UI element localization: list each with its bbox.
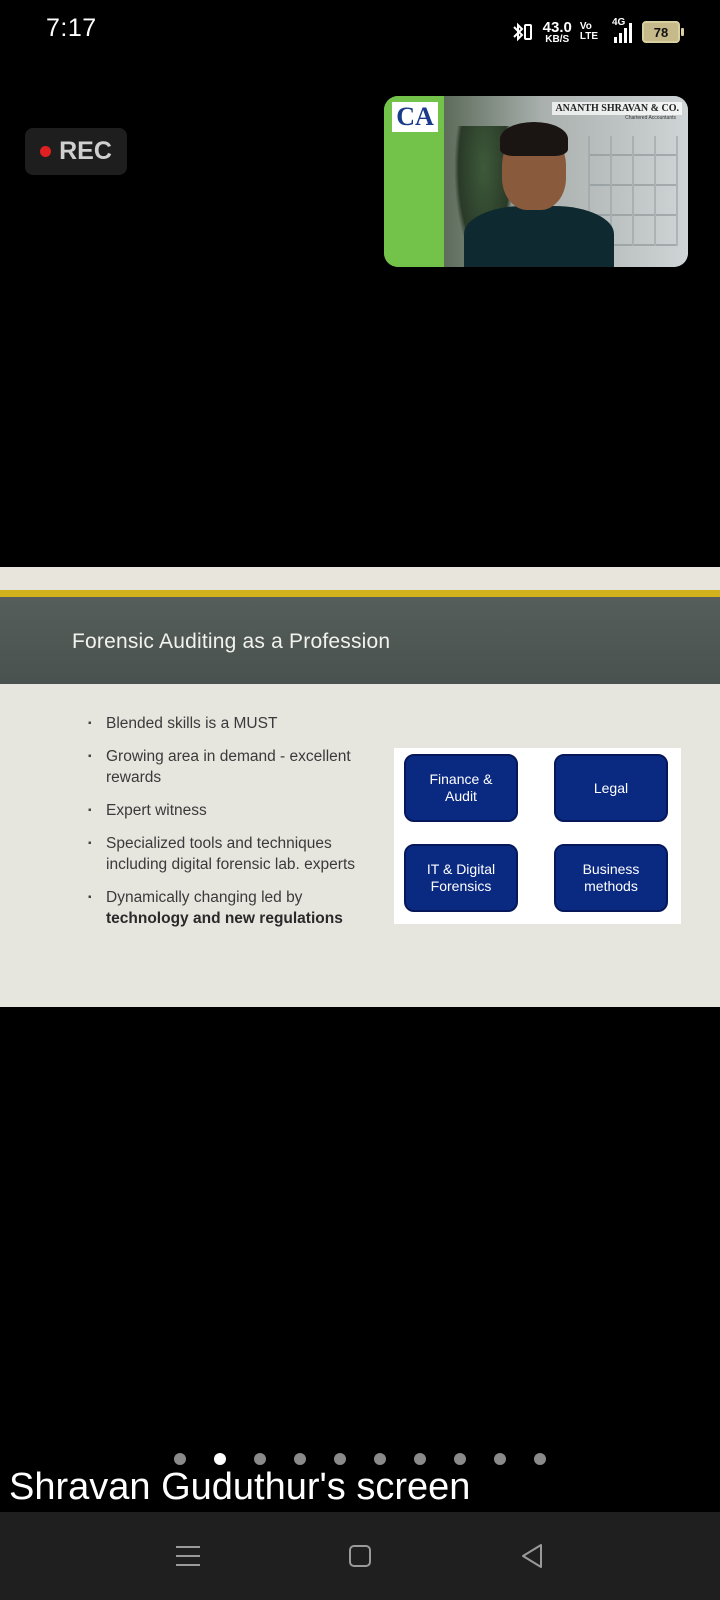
back-button[interactable] xyxy=(492,1512,572,1600)
volte-bottom: LTE xyxy=(579,31,598,42)
volte-top: Vo xyxy=(579,20,592,32)
bullet-item xyxy=(88,746,368,788)
recording-badge xyxy=(25,128,127,175)
slide-top-band xyxy=(0,567,720,590)
status-bar xyxy=(0,0,720,64)
shared-screen-label: Shravan Guduthur's screen xyxy=(9,1466,471,1508)
firm-subtitle: Chartered Accountants xyxy=(625,115,676,121)
record-dot-icon xyxy=(40,146,51,157)
volte-indicator xyxy=(580,22,598,43)
back-icon xyxy=(520,1543,544,1569)
bullet-item xyxy=(88,833,368,875)
box-it-digital-forensics: IT & Digital Forensics xyxy=(404,844,518,912)
bullet-item xyxy=(88,713,368,734)
page-dot[interactable] xyxy=(414,1453,426,1465)
box-legal: Legal xyxy=(554,754,668,822)
page-dot-active[interactable] xyxy=(214,1453,226,1465)
battery-icon xyxy=(642,21,680,43)
participant-hair xyxy=(500,122,568,156)
battery-level: 78 xyxy=(653,24,669,40)
slide-gold-rule xyxy=(0,590,720,597)
page-dot[interactable] xyxy=(174,1453,186,1465)
menu-icon xyxy=(175,1544,201,1568)
bullet-text: Specialized tools and techniques including digital forensic lab. experts xyxy=(106,835,355,873)
page-dot[interactable] xyxy=(374,1453,386,1465)
ca-logo: CA xyxy=(392,102,438,132)
bluetooth-icon xyxy=(509,20,535,44)
slide-bullet-list xyxy=(88,713,368,941)
slide-title: Forensic Auditing as a Profession xyxy=(72,630,391,653)
recording-label: REC xyxy=(59,137,112,165)
page-dot[interactable] xyxy=(294,1453,306,1465)
bullet-text: Blended skills is a MUST xyxy=(106,715,278,732)
signal-icon xyxy=(606,17,634,43)
bullet-bold-text: technology and new regulations xyxy=(106,910,343,927)
page-dot[interactable] xyxy=(494,1453,506,1465)
recents-button[interactable] xyxy=(148,1512,228,1600)
home-icon xyxy=(348,1544,372,1568)
status-time: 7:17 xyxy=(46,14,97,42)
network-speed-value: 43.0 xyxy=(542,18,572,36)
page-dot[interactable] xyxy=(334,1453,346,1465)
bullet-item xyxy=(88,887,368,929)
bullet-text: Dynamically changing led by xyxy=(106,889,303,906)
status-icons xyxy=(509,16,680,48)
bullet-text: Expert witness xyxy=(106,802,207,819)
participant-body xyxy=(464,206,614,267)
box-finance-audit: Finance & Audit xyxy=(404,754,518,822)
bullet-text: Growing area in demand - excellent rewards xyxy=(106,748,351,786)
page-dot[interactable] xyxy=(454,1453,466,1465)
bullet-item xyxy=(88,800,368,821)
firm-name: ANANTH SHRAVAN & CO. xyxy=(552,102,682,115)
page-dot[interactable] xyxy=(254,1453,266,1465)
skills-diagram xyxy=(394,748,681,924)
network-type: 4G xyxy=(612,17,626,28)
page-dot[interactable] xyxy=(534,1453,546,1465)
network-speed-unit: KB/S xyxy=(545,33,570,45)
home-button[interactable] xyxy=(320,1512,400,1600)
network-speed xyxy=(543,20,572,45)
system-nav-bar xyxy=(0,1512,720,1600)
box-business-methods: Business methods xyxy=(554,844,668,912)
participant-video-tile[interactable] xyxy=(384,96,688,267)
